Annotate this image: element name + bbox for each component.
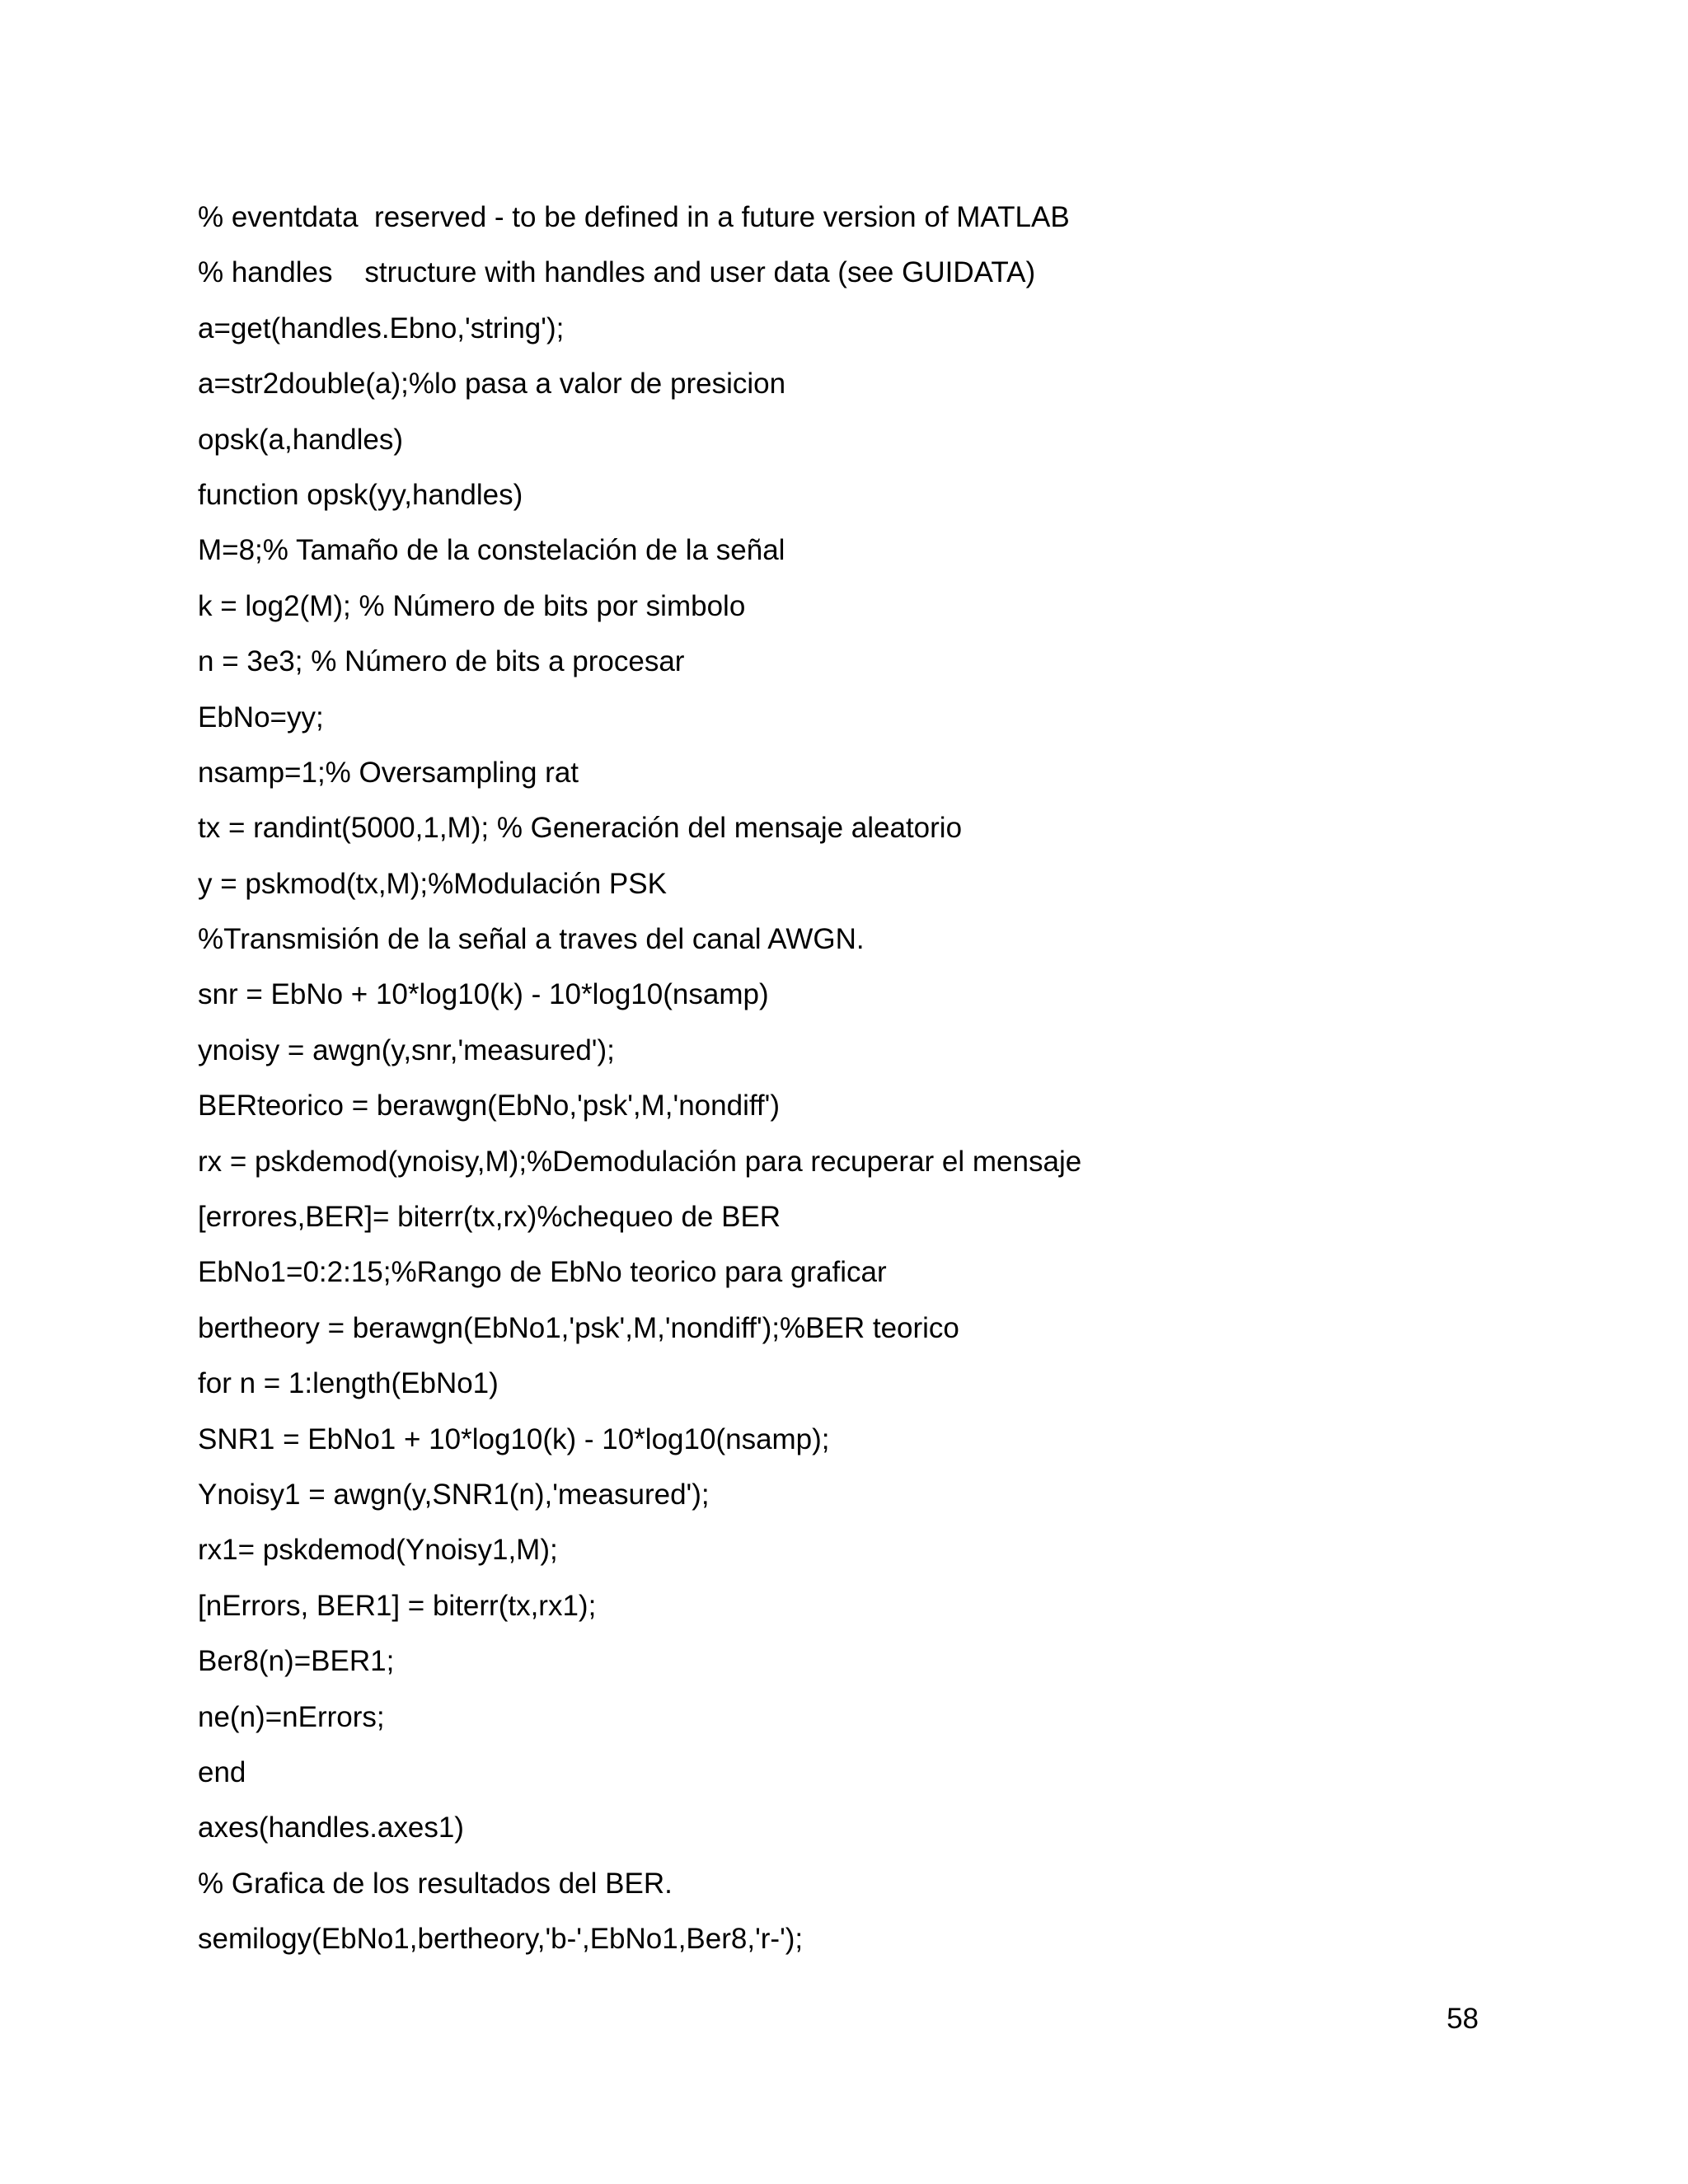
code-listing [198, 198, 1550, 1975]
code-line: y = pskmod(tx,M);%Modulación PSK [198, 867, 667, 900]
code-line: ne(n)=nErrors; [198, 1700, 385, 1733]
code-line: k = log2(M); % Número de bits por simbolo [198, 589, 746, 622]
code-line: function opsk(yy,handles) [198, 478, 523, 511]
code-line: axes(handles.axes1) [198, 1811, 464, 1844]
code-line: [nErrors, BER1] = biterr(tx,rx1); [198, 1589, 597, 1622]
code-line: nsamp=1;% Oversampling rat [198, 756, 579, 789]
code-line: EbNo=yy; [198, 701, 324, 733]
page-number: 58 [1447, 2003, 1479, 2035]
code-line: ynoisy = awgn(y,snr,'measured'); [198, 1033, 615, 1066]
code-line: n = 3e3; % Número de bits a procesar [198, 645, 685, 678]
code-line: %Transmisión de la señal a traves del canal AWGN. [198, 923, 865, 956]
code-line: Ynoisy1 = awgn(y,SNR1(n),'measured'); [198, 1478, 710, 1511]
code-line: M=8;% Tamaño de la constelación de la señal [198, 534, 785, 567]
code-line: rx = pskdemod(ynoisy,M);%Demodulación para recuperar el mensaje [198, 1145, 1082, 1178]
code-line: a=get(handles.Ebno,'string'); [198, 312, 565, 344]
code-line: end [198, 1755, 246, 1788]
code-line: BERteorico = berawgn(EbNo,'psk',M,'nondiff') [198, 1090, 780, 1122]
code-line: snr = EbNo + 10*log10(k) - 10*log10(nsamp) [198, 978, 769, 1011]
code-line: a=str2double(a);%lo pasa a valor de presicion [198, 368, 786, 401]
code-line: tx = randint(5000,1,M); % Generación del mensaje aleatorio [198, 812, 963, 845]
code-line: [errores,BER]= biterr(tx,rx)%chequeo de BER [198, 1201, 781, 1234]
code-line: rx1= pskdemod(Ynoisy1,M); [198, 1534, 558, 1567]
code-line: SNR1 = EbNo1 + 10*log10(k) - 10*log10(nsamp); [198, 1422, 830, 1455]
code-line: % Grafica de los resultados del BER. [198, 1867, 673, 1900]
code-line: bertheory = berawgn(EbNo1,'psk',M,'nondiff');%BER teorico [198, 1311, 959, 1344]
code-line: opsk(a,handles) [198, 423, 404, 456]
code-line: EbNo1=0:2:15;%Rango de EbNo teorico para graficar [198, 1256, 887, 1289]
code-line: Ber8(n)=BER1; [198, 1645, 395, 1678]
code-line: for n = 1:length(EbNo1) [198, 1367, 499, 1400]
code-line: % handles structure with handles and user data (see GUIDATA) [198, 256, 1036, 289]
code-line: % eventdata reserved - to be defined in a future version of MATLAB [198, 201, 1070, 233]
code-line: semilogy(EbNo1,bertheory,'b-',EbNo1,Ber8,'r-'); [198, 1923, 804, 1956]
